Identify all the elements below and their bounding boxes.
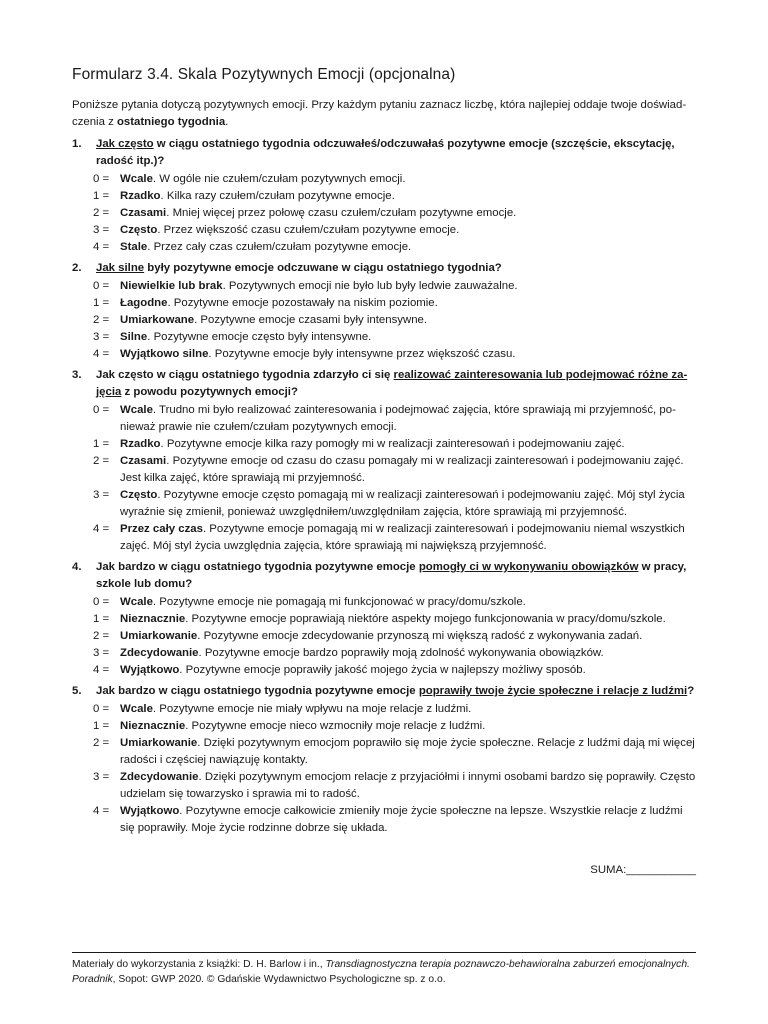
option-description: . Mniej więcej przez połowę czasu czułem/czułam pozytywne emocje. <box>166 207 517 219</box>
question-text: z powodu pozytywnych emocji? <box>121 386 298 398</box>
question-text: ? <box>687 685 695 697</box>
option-description: . Trudno mi było realizować zainteresowania i podejmować zajęcia, które sprawiają mi przyjemność, ponieważ prawie nie czułem/czułam pozytywnych emocji. <box>120 404 676 433</box>
question-heading <box>72 559 696 593</box>
option-label: Wcale <box>120 404 153 416</box>
option-description: . Dzięki pozytywnym emocjom relacje z przyjaciółmi i innymi osobami bardzo się poprawiły. Często udzielam się towarzysko i sprawia mi to radość. <box>120 771 696 800</box>
question-key-phrase: Jak silne <box>96 262 145 274</box>
option-description: . Przez większość czasu czułem/czułam pozytywne emocje. <box>157 224 460 236</box>
question-number: 4. <box>72 561 82 573</box>
answer-option[interactable] <box>72 701 696 718</box>
option-score: 4 = <box>93 348 110 360</box>
footer-book-title: Transdiagnostyczna terapia poznawczo-behawioralna zaburzeń emocjonalnych. Poradnik <box>72 959 690 985</box>
question-text: Jak bardzo w ciągu ostatniego tygodnia pozytywne emocje <box>96 561 419 573</box>
answer-option[interactable] <box>72 278 696 295</box>
intro-end: . <box>225 116 229 128</box>
option-description: . Pozytywne emocje czasami były intensywne. <box>194 314 428 326</box>
option-description: . Pozytywnych emocji nie było lub były ledwie zauważalne. <box>222 280 518 292</box>
option-label: Zdecydowanie <box>120 647 199 659</box>
option-description: . Pozytywne emocje często były intensywne. <box>147 331 372 343</box>
option-description: . Pozytywne emocje od czasu do czasu pomagały mi w realizacji zainteresowań i podejmowaniu zajęć. Jest kilka zajęć, które sprawiają mi przyjemność. <box>120 455 684 484</box>
option-score: 4 = <box>93 805 110 817</box>
option-label: Wcale <box>120 173 153 185</box>
answer-option[interactable] <box>72 521 696 555</box>
option-score: 3 = <box>93 489 110 501</box>
option-score: 1 = <box>93 720 110 732</box>
question-text: Jak bardzo w ciągu ostatniego tygodnia pozytywne emocje <box>96 685 419 697</box>
question-key-phrase: realizować zainteresowania lub podejmować różne zajęcia <box>96 369 688 398</box>
question-key-phrase: poprawiły twoje życie społeczne i relacje z ludźmi <box>418 685 688 697</box>
answer-option[interactable] <box>72 346 696 363</box>
question-text: Jak często w ciągu ostatniego tygodnia zdarzyło ci się <box>96 369 394 381</box>
answer-option[interactable] <box>72 239 696 256</box>
intro-paragraph <box>72 97 696 131</box>
answer-option[interactable] <box>72 436 696 453</box>
option-score: 4 = <box>93 664 110 676</box>
option-label: Umiarkowanie <box>120 630 198 642</box>
option-score: 0 = <box>93 280 110 292</box>
option-label: Nieznacznie <box>120 720 186 732</box>
intro-text: Poniższe pytania dotyczą pozytywnych emocji. Przy każdym pytaniu zaznacz liczbę, która najlepiej oddaje twoje doświadczenia z <box>72 99 687 128</box>
sum-field[interactable]: SUMA:___________ <box>590 864 696 876</box>
question-number: 5. <box>72 685 82 697</box>
option-score: 2 = <box>93 630 110 642</box>
option-label: Silne <box>120 331 148 343</box>
answer-option[interactable] <box>72 453 696 487</box>
option-description: . Pozytywne emocje często pomagają mi w realizacji zainteresowań i podejmowaniu zajęć. Mój styl życia wyraźnie się zmienił, ponieważ uwzględniłem/uwzględniłam zajęcia, które sprawiają mi przyjemność. <box>120 489 685 518</box>
option-description: . Pozytywne emocje całkowicie zmieniły moje życie społeczne na lepsze. Wszystkie relacje z ludźmi się poprawiły. Moje życie rodzinne dobrze się układa. <box>120 805 683 834</box>
question-key-phrase: pomogły ci w wykonywaniu obowiązków <box>418 561 639 573</box>
question-2 <box>72 260 696 363</box>
option-label: Wyjątkowo silne <box>120 348 209 360</box>
answer-option[interactable] <box>72 611 696 628</box>
option-score: 0 = <box>93 404 110 416</box>
option-description: . Pozytywne emocje pozostawały na niskim poziomie. <box>167 297 438 309</box>
answer-option[interactable] <box>72 769 696 803</box>
option-label: Wyjątkowo <box>120 664 180 676</box>
option-label: Umiarkowanie <box>120 737 198 749</box>
intro-emphasis: ostatniego tygodnia <box>116 116 226 128</box>
option-label: Przez cały czas <box>120 523 203 535</box>
option-label: Zdecydowanie <box>120 771 199 783</box>
questions-list <box>72 136 696 841</box>
option-label: Czasami <box>120 207 167 219</box>
answer-option[interactable] <box>72 312 696 329</box>
answer-option[interactable] <box>72 402 696 436</box>
option-score: 2 = <box>93 455 110 467</box>
option-label: Rzadko <box>120 438 161 450</box>
option-score: 4 = <box>93 523 110 535</box>
option-label: Rzadko <box>120 190 161 202</box>
option-label: Wcale <box>120 596 153 608</box>
option-description: . Kilka razy czułem/czułam pozytywne emocje. <box>160 190 395 202</box>
answer-option[interactable] <box>72 662 696 679</box>
option-description: . Pozytywne emocje nieco wzmocniły moje relacje z ludźmi. <box>185 720 486 732</box>
option-score: 3 = <box>93 771 110 783</box>
answer-option[interactable] <box>72 295 696 312</box>
answer-option[interactable] <box>72 803 696 837</box>
question-3 <box>72 367 696 555</box>
answer-option[interactable] <box>72 628 696 645</box>
question-heading <box>72 136 696 170</box>
option-score: 1 = <box>93 297 110 309</box>
answer-option[interactable] <box>72 645 696 662</box>
answer-option[interactable] <box>72 487 696 521</box>
option-label: Często <box>120 489 158 501</box>
option-label: Nieznacznie <box>120 613 186 625</box>
answer-option[interactable] <box>72 735 696 769</box>
option-label: Wcale <box>120 703 153 715</box>
footer-divider <box>72 952 696 953</box>
question-heading <box>72 683 696 700</box>
option-description: . Pozytywne emocje pomagają mi w realizacji zainteresowań i podejmowaniu niemal wszystkich zajęć. Mój styl życia uwzględnia zajęcia, które sprawiają mi największą przyjemność. <box>120 523 685 552</box>
option-description: . Pozytywne emocje nie miały wpływu na moje relacje z ludźmi. <box>152 703 472 715</box>
option-description: . Pozytywne emocje były intensywne przez większość czasu. <box>208 348 516 360</box>
option-score: 0 = <box>93 703 110 715</box>
question-text: w ciągu ostatniego tygodnia odczuwałeś/odczuwałaś pozytywne emocje (szczęście, ekscytację, radość itp.)? <box>96 138 675 167</box>
option-label: Niewielkie lub brak <box>120 280 223 292</box>
footer-publisher: , Sopot: GWP 2020. © Gdańskie Wydawnictwo Psychologiczne sp. z o.o. <box>112 974 446 985</box>
option-score: 1 = <box>93 190 110 202</box>
option-label: Łagodne <box>120 297 168 309</box>
option-description: . Pozytywne emocje poprawiły jakość mojego życia w najlepszy możliwy sposób. <box>179 664 586 676</box>
option-label: Często <box>120 224 158 236</box>
question-heading <box>72 260 696 277</box>
question-key-phrase: Jak często <box>96 138 154 150</box>
option-label: Stale <box>120 241 148 253</box>
option-description: . Pozytywne emocje kilka razy pomogły mi w realizacji zainteresowań i podejmowaniu zajęć. <box>160 438 625 450</box>
option-label: Umiarkowane <box>120 314 195 326</box>
answer-option[interactable] <box>72 718 696 735</box>
option-score: 3 = <box>93 647 110 659</box>
answer-option[interactable] <box>72 594 696 611</box>
option-description: . Pozytywne emocje nie pomagają mi funkcjonować w pracy/domu/szkole. <box>152 596 526 608</box>
question-number: 2. <box>72 262 82 274</box>
option-score: 3 = <box>93 224 110 236</box>
answer-option[interactable] <box>72 222 696 239</box>
option-description: . Dzięki pozytywnym emocjom poprawiło się moje życie społeczne. Relacje z ludźmi dają mi więcej radości i częściej nawiązuję kontakty. <box>120 737 695 766</box>
option-score: 4 = <box>93 241 110 253</box>
option-score: 1 = <box>93 438 110 450</box>
answer-option[interactable] <box>72 188 696 205</box>
option-description: . Pozytywne emocje poprawiają niektóre aspekty mojego funkcjonowania w pracy/domu/szkole. <box>185 613 666 625</box>
option-score: 2 = <box>93 314 110 326</box>
option-description: . W ogóle nie czułem/czułam pozytywnych emocji. <box>152 173 406 185</box>
option-description: . Przez cały czas czułem/czułam pozytywne emocje. <box>147 241 412 253</box>
answer-option[interactable] <box>72 205 696 222</box>
option-score: 3 = <box>93 331 110 343</box>
footer-text: Materiały do wykorzystania z książki: D. H. Barlow i in., <box>72 959 326 970</box>
option-score: 0 = <box>93 173 110 185</box>
answer-option[interactable] <box>72 171 696 188</box>
question-heading <box>72 367 696 401</box>
question-text: w pracy, szkole lub domu? <box>96 561 687 590</box>
option-score: 0 = <box>93 596 110 608</box>
question-number: 3. <box>72 369 82 381</box>
question-1 <box>72 136 696 256</box>
page-title: Formularz 3.4. Skala Pozytywnych Emocji (opcjonalna) <box>72 66 456 83</box>
option-label: Wyjątkowo <box>120 805 180 817</box>
footer-citation <box>72 957 696 987</box>
option-score: 1 = <box>93 613 110 625</box>
question-5 <box>72 683 696 837</box>
question-text: były pozytywne emocje odczuwane w ciągu ostatniego tygodnia? <box>144 262 502 274</box>
option-score: 2 = <box>93 207 110 219</box>
option-description: . Pozytywne emocje bardzo poprawiły moją zdolność wykonywania obowiązków. <box>198 647 604 659</box>
question-4 <box>72 559 696 679</box>
option-label: Czasami <box>120 455 167 467</box>
answer-option[interactable] <box>72 329 696 346</box>
question-number: 1. <box>72 138 82 150</box>
option-description: . Pozytywne emocje zdecydowanie przynoszą mi większą radość z wykonywania zadań. <box>197 630 643 642</box>
option-score: 2 = <box>93 737 110 749</box>
